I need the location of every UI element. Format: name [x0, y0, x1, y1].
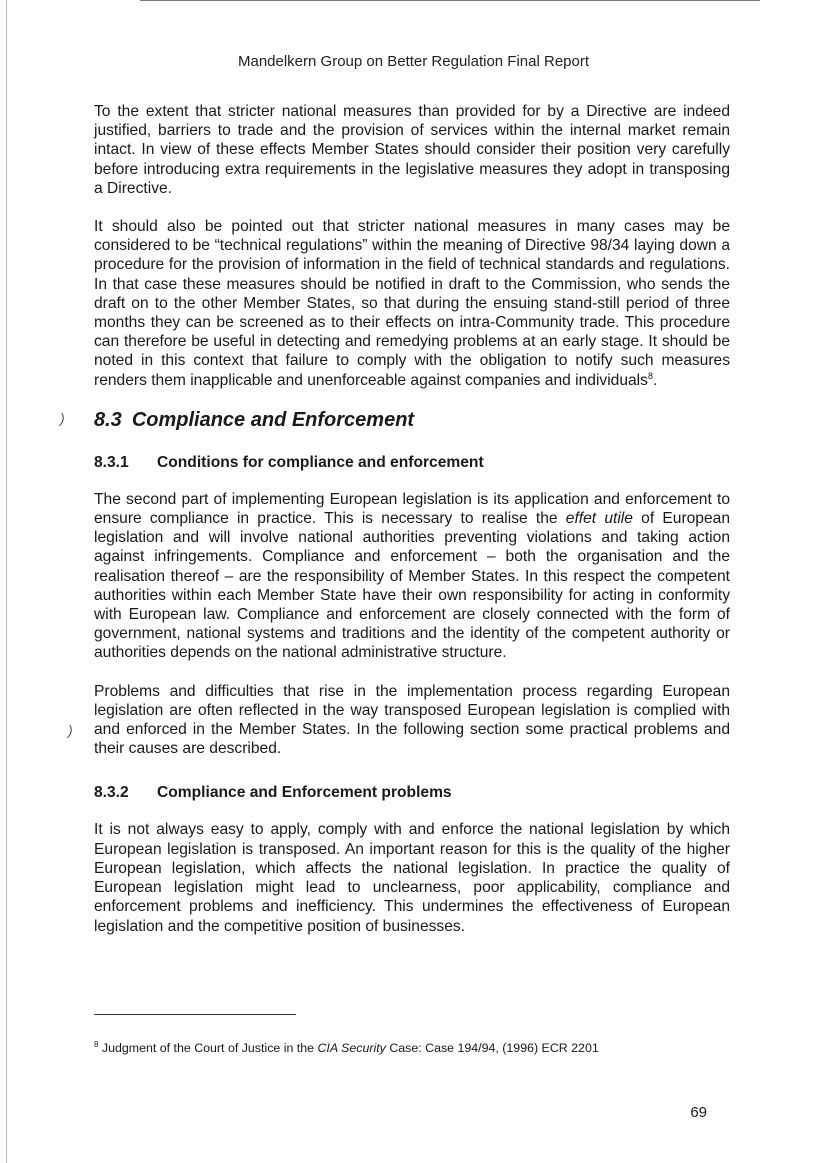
- scan-left-edge: [6, 0, 7, 1163]
- footnote-marker: 8: [94, 1039, 99, 1049]
- paragraph: It is not always easy to apply, comply with and enforce the national legislation by which European legislation is transposed. An important reason for this is the quality of the higher European legislation, which affects the national legislation. In practice the quality of European legislation might lead to unclearness, poor applicability, compliance and enforcement problems and inefficiency. This undermines the effectiveness of European legislation and the competitive position of businesses.: [94, 821, 730, 935]
- subsection-heading: [94, 784, 730, 802]
- paragraph: Problems and difficulties that rise in the implementation process regarding European legislation are often reflected in the way transposed European legislation is complied with and enforced in the Member States. In the following section some practical problems and their causes are described.: [94, 682, 730, 758]
- section-heading: [94, 409, 730, 432]
- subsection-heading: [94, 454, 730, 472]
- footnote-reference[interactable]: 8: [647, 370, 653, 381]
- subsection-title: Compliance and Enforcement problems: [157, 784, 452, 802]
- section-title: Compliance and Enforcement: [131, 408, 415, 431]
- running-header: Mandelkern Group on Better Regulation Final Report: [237, 53, 590, 70]
- section-number: 8.3: [94, 408, 122, 431]
- margin-mark: ): [60, 410, 65, 426]
- case-name: CIA Security: [317, 1041, 386, 1055]
- page-number: 69: [690, 1104, 707, 1121]
- footnote-separator: [94, 1014, 296, 1015]
- subsection-title: Conditions for compliance and enforcement: [157, 453, 484, 471]
- scan-top-rule: [140, 0, 760, 1]
- paragraph: To the extent that stricter national measures than provided for by a Directive are indeed justified, barriers to trade and the provision of services within the internal market remain intact. In view of these effects Member States should consider their position very carefully before introducing extra requirements in the legislative measures they adopt in transposing a Directive.: [94, 103, 730, 197]
- page-body: [94, 102, 730, 955]
- paragraph-text: It should also be pointed out that stricter national measures in many cases may be considered to be “technical regulations” within the meaning of Directive 98/34 laying down a procedure for the provision of information in the field of technical standards and regulations. In that case these measures should be notified in draft to the Commission, who sends the draft on to the other Member States, so that during the ensuing stand-still period of three months they can be screened as to their effects on intra-Community trade. This procedure can therefore be useful in detecting and remedying problems at an early stage. It should be noted in this context that failure to comply with the obligation to notify such measures renders them inapplicable and unenforceable against companies and individuals: [94, 218, 730, 389]
- italic-term: effet utile: [565, 510, 633, 528]
- paragraph: The second part of implementing European legislation is its application and enforcement to ensure compliance in practice. This is necessary to realise the effet utile of European legislation and will involve national authorities preventing violations and taking action against infringements. Compliance and enforcement – both the organisation and the realisation thereof – are the responsibility of Member States. In this respect the competent authorities within each Member State have their own responsibility for acting in conformity with European law. Compliance and enforcement are closely connected with the form of government, national systems and traditions and the identity of the competent authority or authorities depends on the national administrative structure.: [94, 490, 730, 662]
- margin-mark: ): [68, 722, 73, 738]
- subsection-number: 8.3.2: [94, 784, 129, 802]
- paragraph: It should also be pointed out that stricter national measures in many cases may be considered to be “technical regulations” within the meaning of Directive 98/34 laying down a procedure for the provision of information in the field of technical standards and regulations. In that case these measures should be notified in draft to the Commission, who sends the draft on to the other Member States, so that during the ensuing stand-still period of three months they can be screened as to their effects on intra-Community trade. This procedure can therefore be useful in detecting and remedying problems at an early stage. It should be noted in this context that failure to comply with the obligation to notify such measures renders them inapplicable and unenforceable against companies and individuals$^8$.: [94, 218, 730, 389]
- subsection-number: 8.3.1: [94, 453, 129, 471]
- footnote: $^8$ Judgment of the Court of Justice in the CIA Security Case: Case 194/94, (1996) ECR 2201: [94, 1039, 599, 1055]
